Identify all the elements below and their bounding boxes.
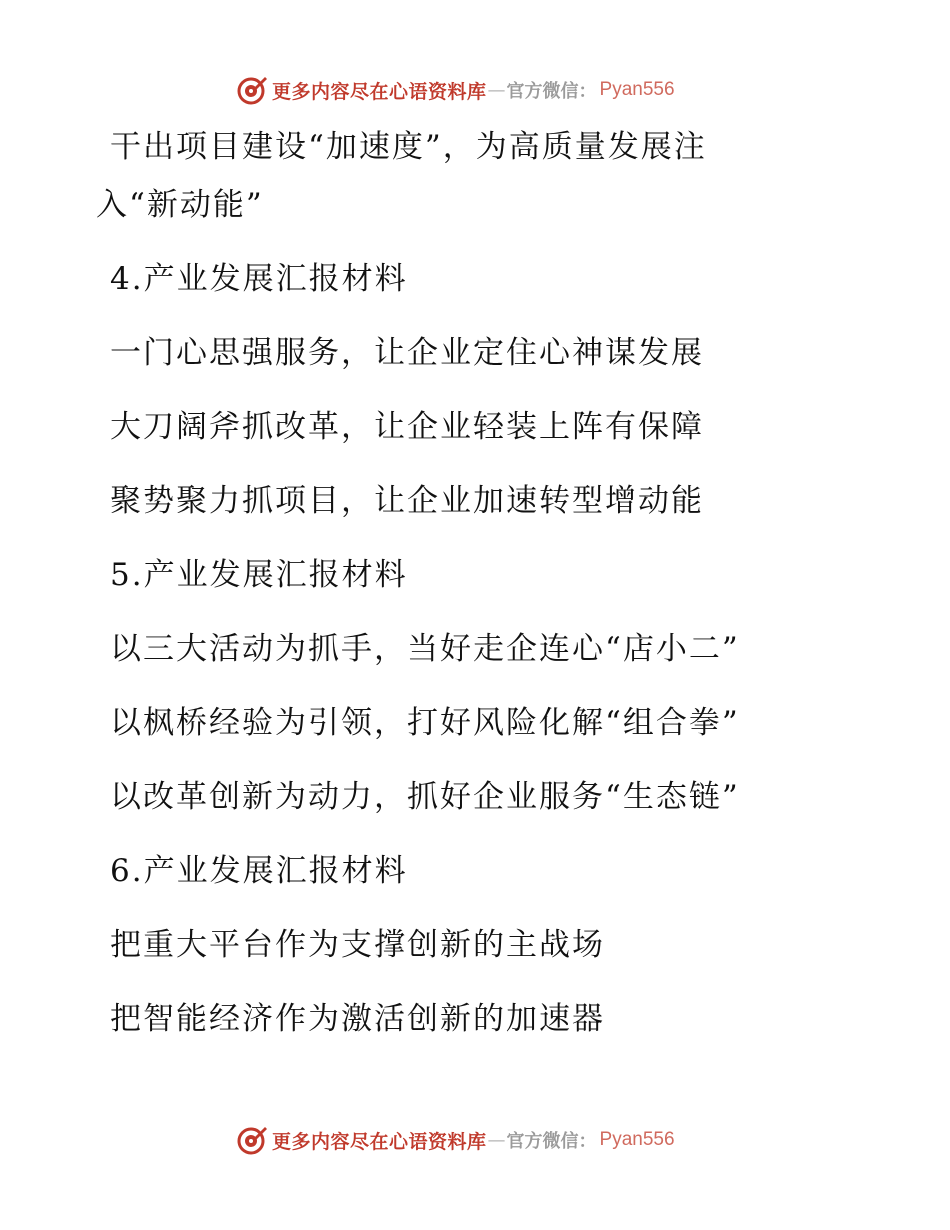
watermark-sub-text: 官方微信： bbox=[506, 81, 597, 102]
text-line: 大刀阔斧抓改革，让企业轻装上阵有保障 bbox=[110, 409, 704, 445]
text-line: 一门心思强服务，让企业定住心神谋发展 bbox=[110, 335, 704, 371]
watermark-dash: — bbox=[487, 79, 506, 101]
text-line: 入“新动能” bbox=[96, 187, 264, 223]
watermark-sub-text: 官方微信： bbox=[506, 1131, 597, 1152]
section-heading: 6.产业发展汇报材料 bbox=[110, 853, 408, 889]
text-line: 以三大活动为抓手，当好走企连心“店小二” bbox=[110, 631, 740, 667]
watermark-main-text: 更多内容尽在心语资料库 bbox=[272, 1130, 487, 1153]
watermark-main-text: 更多内容尽在心语资料库 bbox=[272, 80, 487, 103]
header-watermark bbox=[236, 74, 675, 106]
text-line: 把智能经济作为激活创新的加速器 bbox=[110, 1001, 605, 1037]
footer-watermark bbox=[236, 1124, 675, 1156]
text-line: 干出项目建设“加速度”，为高质量发展注 bbox=[110, 129, 707, 165]
text-line: 以改革创新为动力，抓好企业服务“生态链” bbox=[110, 779, 740, 815]
watermark-id: Pyan556 bbox=[599, 1129, 675, 1150]
pen-logo-icon bbox=[236, 1124, 268, 1156]
text-line: 以枫桥经验为引领，打好风险化解“组合拳” bbox=[110, 705, 740, 741]
text-line: 把重大平台作为支撑创新的主战场 bbox=[110, 927, 605, 963]
watermark-dash: — bbox=[487, 1129, 506, 1151]
watermark-id: Pyan556 bbox=[599, 79, 675, 100]
section-heading: 4.产业发展汇报材料 bbox=[110, 261, 408, 297]
text-line: 聚势聚力抓项目，让企业加速转型增动能 bbox=[110, 483, 704, 519]
section-heading: 5.产业发展汇报材料 bbox=[110, 557, 408, 593]
pen-logo-icon bbox=[236, 74, 268, 106]
